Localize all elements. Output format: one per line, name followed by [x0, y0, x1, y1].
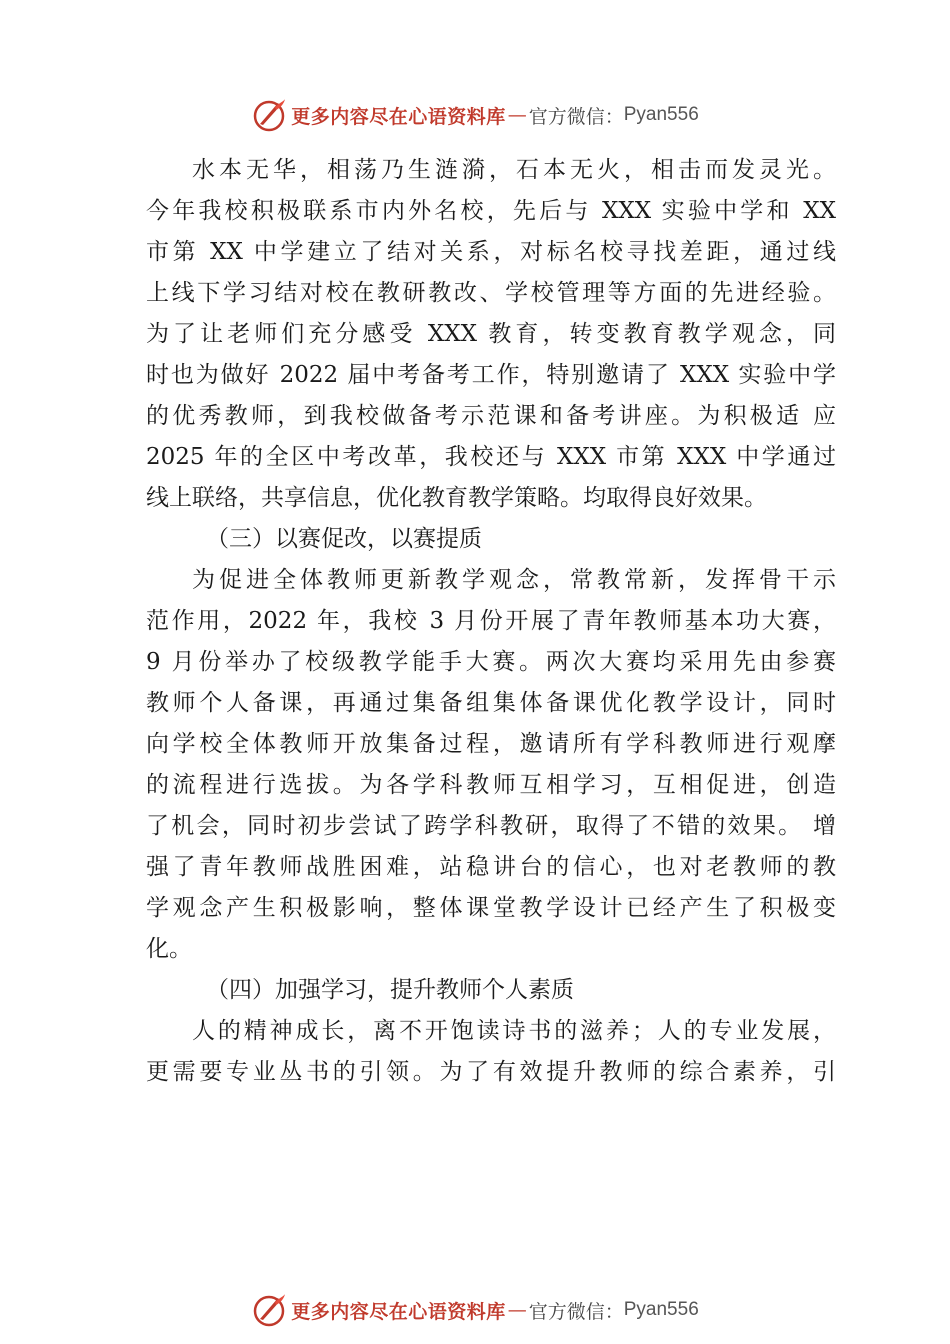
- paragraph-line: 时也为做好 2022 届中考备考工作，特别邀请了 XXX 实验中学: [146, 362, 836, 388]
- banner-handle: Pyan556: [623, 1299, 699, 1320]
- paragraph-line: 的优秀教师，到我校做备考示范课和备考讲座。为积极适 应: [146, 403, 836, 429]
- paragraph-line: 了机会，同时初步尝试了跨学科教研，取得了不错的效果。 增: [146, 813, 836, 839]
- paragraph-line: 上线下学习结对校在教研教改、学校管理等方面的先进经验。: [146, 280, 836, 306]
- paragraph-line: 更需要专业丛书的引领。为了有效提升教师的综合素养，引: [146, 1059, 836, 1085]
- section-heading: （四）加强学习，提升教师个人素质: [206, 977, 574, 1003]
- paragraph-line: 的流程进行选拔。为各学科教师互相学习，互相促进，创造: [146, 772, 836, 798]
- paragraph-line: 水本无华，相荡乃生涟漪，石本无火，相击而发灵光。: [192, 157, 836, 183]
- paragraph-line: 化。: [146, 936, 192, 962]
- paragraph-line: 范作用，2022 年，我校 3 月份开展了青年教师基本功大赛，: [146, 608, 836, 634]
- paragraph-line: 今年我校积极联系市内外名校，先后与 XXX 实验中学和 XX: [146, 198, 836, 224]
- paragraph-line: 为了让老师们充分感受 XXX 教育，转变教育教学观念，同: [146, 321, 836, 347]
- banner-main-text: 更多内容尽在心语资料库: [291, 105, 506, 128]
- header-banner: [0, 95, 950, 135]
- paragraph-line: 市第 XX 中学建立了结对关系，对标名校寻找差距，通过线: [146, 239, 836, 265]
- paragraph-line: 9 月份举办了校级教学能手大赛。两次大赛均采用先由参赛: [146, 649, 836, 675]
- footer-banner: [0, 1290, 950, 1330]
- paragraph-line: 强了青年教师战胜困难，站稳讲台的信心，也对老教师的教: [146, 854, 836, 880]
- paragraph-line: 教师个人备课，再通过集备组集体备课优化教学设计，同时: [146, 690, 836, 716]
- quill-seal-icon: [251, 1292, 287, 1328]
- document-body: [146, 150, 836, 1093]
- banner-label: 官方微信：: [528, 105, 624, 128]
- paragraph-line: 人的精神成长，离不开饱读诗书的滋养；人的专业发展，: [192, 1018, 836, 1044]
- banner-label: 官方微信：: [528, 1300, 624, 1323]
- paragraph-line: 向学校全体教师开放集备过程，邀请所有学科教师进行观摩: [146, 731, 836, 757]
- paragraph-line: 线上联络，共享信息，优化教育教学策略。均取得良好效果。: [146, 485, 767, 511]
- banner-dash: —: [507, 1299, 527, 1321]
- quill-seal-icon: [251, 97, 287, 133]
- paragraph-line: 2025 年的全区中考改革，我校还与 XXX 市第 XXX 中学通过: [146, 444, 836, 470]
- paragraph-line: 学观念产生积极影响，整体课堂教学设计已经产生了积极变: [146, 895, 836, 921]
- paragraph-line: 为促进全体教师更新教学观念，常教常新，发挥骨干示: [192, 567, 836, 593]
- banner-dash: —: [507, 104, 527, 126]
- banner-main-text: 更多内容尽在心语资料库: [291, 1300, 506, 1323]
- banner-handle: Pyan556: [623, 104, 699, 125]
- section-heading: （三）以赛促改，以赛提质: [206, 526, 482, 552]
